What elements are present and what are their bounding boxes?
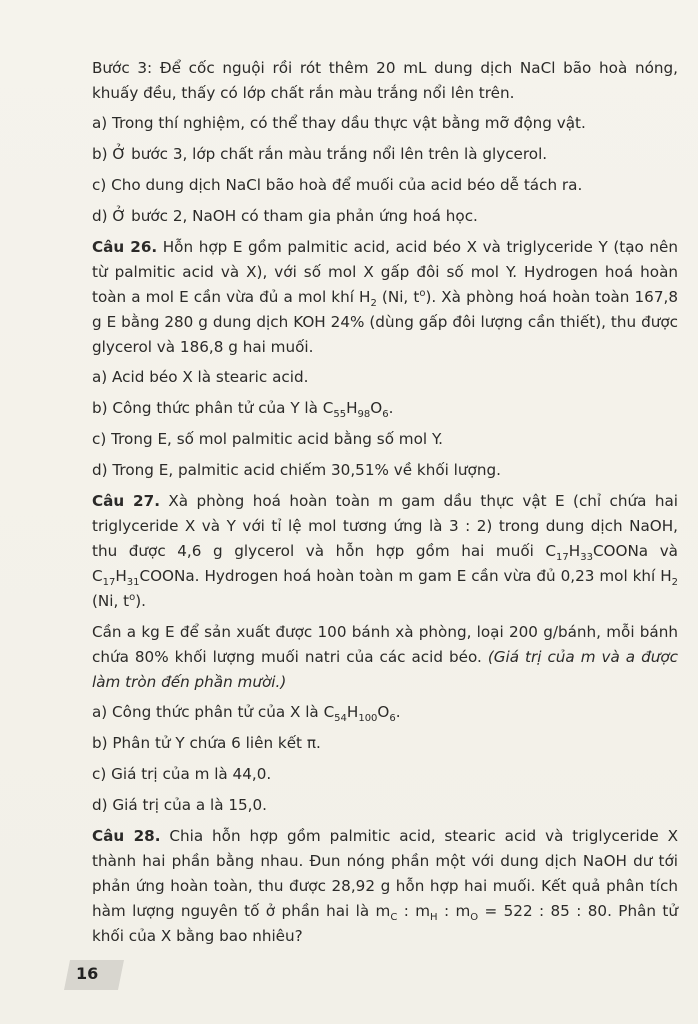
q26-option-b: b) Công thức phân tử của Y là $C_{55}H_{98}O_6$. <box>92 399 394 420</box>
q27-option-a: a) Công thức phân tử của X là $C_{54}H_{100}O_6$. <box>92 703 401 724</box>
q27-option-c: c) Giá trị của m là 44,0. <box>92 765 272 783</box>
question-27: Câu 27. Xà phòng hoá hoàn toàn m gam dầu thực vật E (chỉ chứa hai triglyceride X và Y với tỉ lệ mol tương ứng là 3 : 2) trong dung dịch NaOH, thu được 4,6 g glycerol và hỗn hợp gồm hai muối $C_{17}H_{33}COONa$ và $C_{17}H_{31}COONa$. Hydrogen hoá hoàn toàn m gam E cần vừa đủ 0,23 mol khí $H_2$ (Ni, $t^o$). <box>92 492 678 610</box>
prev-option-b: b) Ở bước 3, lớp chất rắn màu trắng nổi lên trên là glycerol. <box>92 145 548 163</box>
prev-option-c: c) Cho dung dịch NaCl bão hoà để muối của acid béo dễ tách ra. <box>92 176 583 194</box>
page-number-badge <box>64 960 130 990</box>
question-28-label: Câu 28. <box>92 827 161 845</box>
question-27-label: Câu 27. <box>92 492 160 510</box>
step3-text: Bước 3: Để cốc nguội rồi rót thêm 20 mL dung dịch NaCl bão hoà nóng, khuấy đều, thấy có lớp chất rắn màu trắng nổi lên trên. <box>92 59 678 102</box>
prev-option-d: d) Ở bước 2, NaOH có tham gia phản ứng hoá học. <box>92 207 478 225</box>
q26-option-c: c) Trong E, số mol palmitic acid bằng số mol Y. <box>92 430 443 448</box>
prev-option-a: a) Trong thí nghiệm, có thể thay dầu thực vật bằng mỡ động vật. <box>92 114 586 132</box>
page-number: 16 <box>76 964 99 983</box>
question-28: Câu 28. Chia hỗn hợp gồm palmitic acid, stearic acid và triglyceride X thành hai phần bằng nhau. Đun nóng phần một với dung dịch NaOH dư tới phản ứng hoàn toàn, thu được 28,92 g hỗn hợp hai muối. Kết quả phân tích hàm lượng nguyên tố ở phần hai là $m_C$ : $m_H$ : $m_O = 522$ : 85 : 80. Phân tử khối của X bằng bao nhiêu? <box>92 827 679 945</box>
q26-option-a: a) Acid béo X là stearic acid. <box>92 368 309 386</box>
question-26-label: Câu 26. <box>92 238 158 256</box>
question-26: Câu 26. Hỗn hợp E gồm palmitic acid, acid béo X và triglyceride Y (tạo nên từ palmitic acid và X), với số mol X gấp đôi số mol Y. Hydrogen hoá hoàn toàn a mol E cần vừa đủ a mol khí $H_2$ (Ni, $t^o$). Xà phòng hoá hoàn toàn 167,8 g E bằng 280 g dung dịch KOH 24% (dùng gấp đôi lượng cần thiết), thu được glycerol và 186,8 g hai muối. <box>92 238 679 356</box>
content-body <box>92 56 678 949</box>
q27-option-d: d) Giá trị của a là 15,0. <box>92 796 268 814</box>
question-27-para2: Cần a kg E để sản xuất được 100 bánh xà phòng, loại 200 g/bánh, mỗi bánh chứa 80% khối lượng muối natri của các acid béo. (Giá trị của m và a được làm tròn đến phần mười.) <box>92 623 678 691</box>
q26-option-d: d) Trong E, palmitic acid chiếm 30,51% về khối lượng. <box>92 461 501 479</box>
q27-option-b: b) Phân tử Y chứa 6 liên kết π. <box>92 734 321 752</box>
